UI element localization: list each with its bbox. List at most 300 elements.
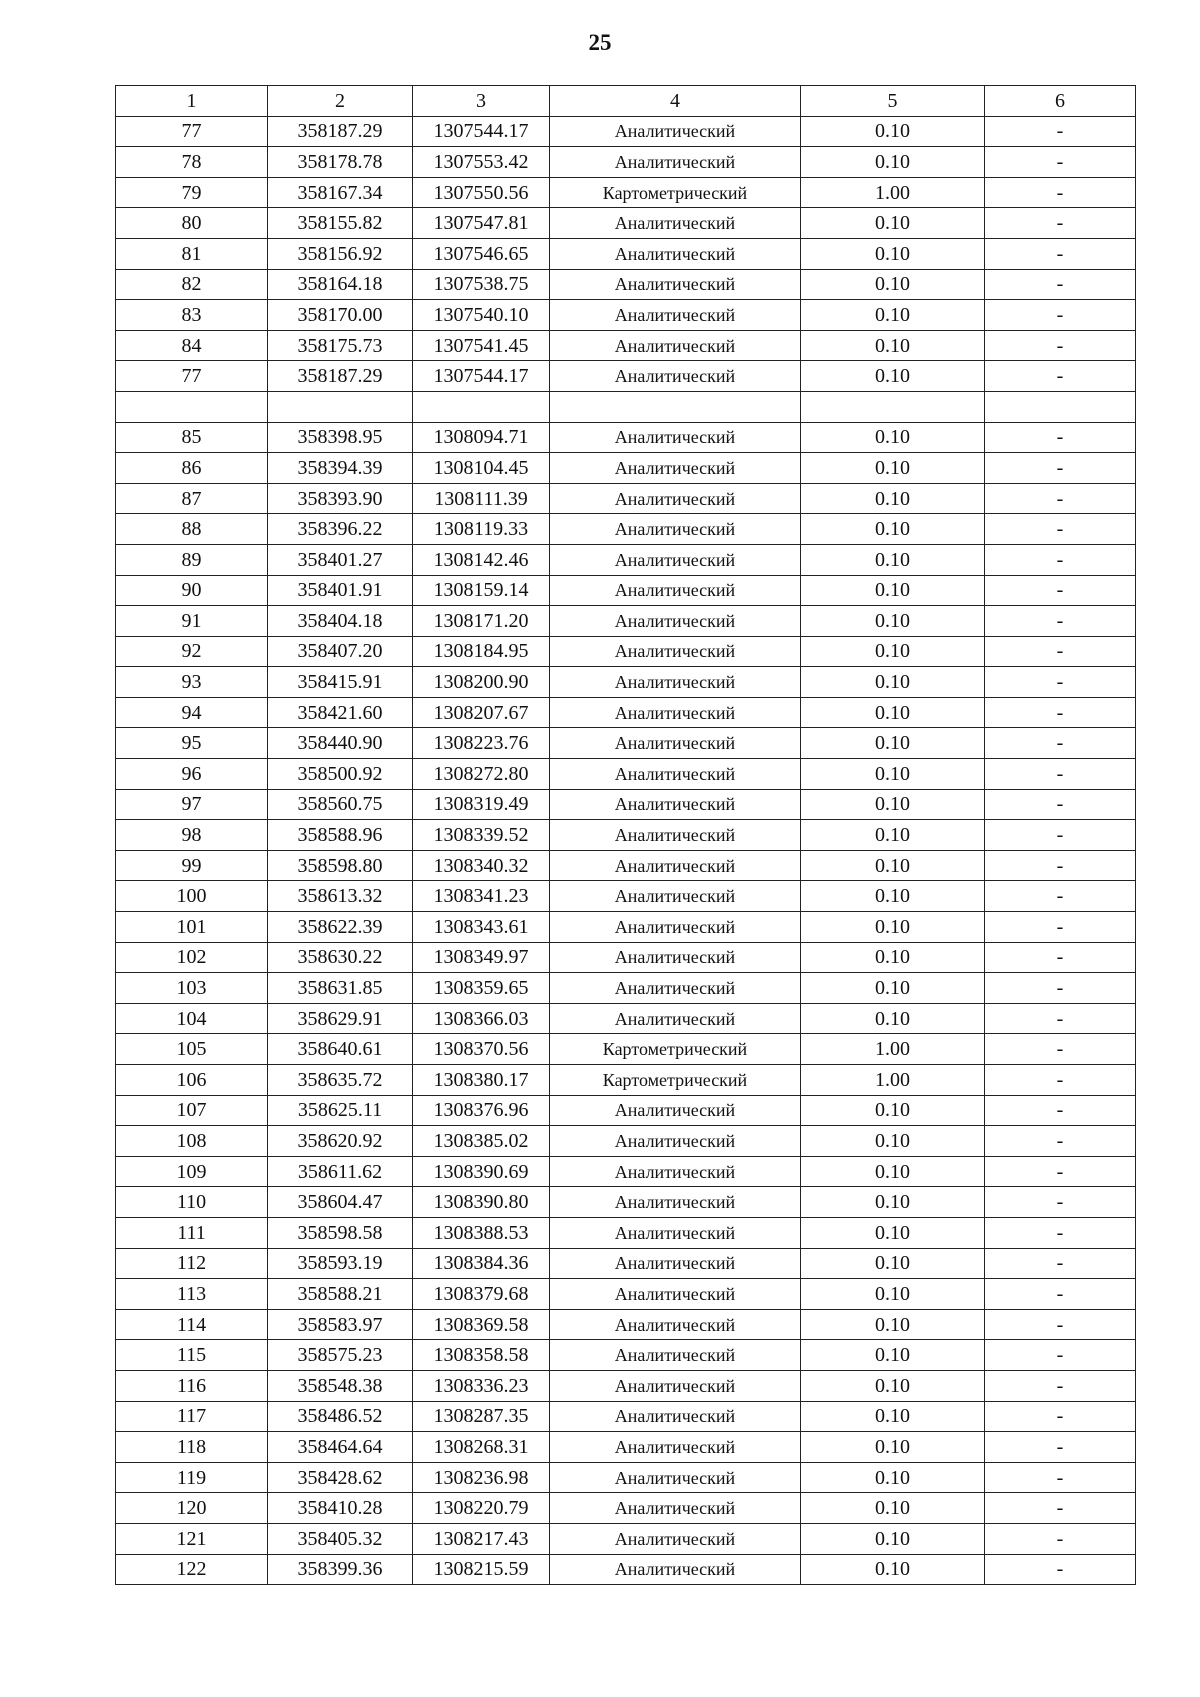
table-row [116, 1401, 1136, 1432]
table-row [116, 1156, 1136, 1187]
table-row [116, 1432, 1136, 1463]
note-cell: - [985, 483, 1136, 514]
x-coordinate-cell: 358631.85 [268, 973, 413, 1004]
x-coordinate-cell: 358464.64 [268, 1432, 413, 1463]
y-coordinate-cell: 1308142.46 [413, 544, 550, 575]
x-coordinate-cell: 358155.82 [268, 208, 413, 239]
method-cell: Аналитический [550, 453, 801, 484]
method-cell: Аналитический [550, 1370, 801, 1401]
note-cell: - [985, 1309, 1136, 1340]
accuracy-cell: 0.10 [801, 269, 985, 300]
accuracy-cell: 0.10 [801, 606, 985, 637]
x-coordinate-cell: 358588.96 [268, 820, 413, 851]
note-cell: - [985, 1217, 1136, 1248]
point-number-cell: 108 [116, 1126, 268, 1157]
note-cell: - [985, 667, 1136, 698]
table-row [116, 1493, 1136, 1524]
table-row [116, 973, 1136, 1004]
accuracy-cell: 0.10 [801, 759, 985, 790]
note-cell [985, 391, 1136, 422]
x-coordinate-cell: 358500.92 [268, 759, 413, 790]
point-number-cell: 78 [116, 147, 268, 178]
y-coordinate-cell: 1308220.79 [413, 1493, 550, 1524]
point-number-cell: 92 [116, 636, 268, 667]
table-row [116, 544, 1136, 575]
table-row [116, 1003, 1136, 1034]
note-cell: - [985, 1248, 1136, 1279]
note-cell: - [985, 1554, 1136, 1585]
method-cell: Аналитический [550, 1462, 801, 1493]
y-coordinate-cell: 1308319.49 [413, 789, 550, 820]
method-cell: Аналитический [550, 147, 801, 178]
y-coordinate-cell: 1308215.59 [413, 1554, 550, 1585]
note-cell: - [985, 1003, 1136, 1034]
accuracy-cell: 1.00 [801, 1034, 985, 1065]
x-coordinate-cell: 358593.19 [268, 1248, 413, 1279]
y-coordinate-cell: 1308380.17 [413, 1065, 550, 1096]
table-row [116, 514, 1136, 545]
accuracy-cell: 0.10 [801, 1003, 985, 1034]
y-coordinate-cell: 1308359.65 [413, 973, 550, 1004]
accuracy-cell [801, 391, 985, 422]
note-cell: - [985, 1523, 1136, 1554]
table-row [116, 361, 1136, 392]
y-coordinate-cell: 1308184.95 [413, 636, 550, 667]
note-cell: - [985, 514, 1136, 545]
method-cell: Аналитический [550, 697, 801, 728]
table-row [116, 422, 1136, 453]
method-cell: Аналитический [550, 1523, 801, 1554]
y-coordinate-cell: 1308236.98 [413, 1462, 550, 1493]
point-number-cell: 119 [116, 1462, 268, 1493]
point-number-cell: 100 [116, 881, 268, 912]
table-row [116, 1340, 1136, 1371]
y-coordinate-cell: 1308379.68 [413, 1279, 550, 1310]
point-number-cell: 114 [116, 1309, 268, 1340]
table-row [116, 208, 1136, 239]
x-coordinate-cell: 358440.90 [268, 728, 413, 759]
accuracy-cell: 0.10 [801, 1401, 985, 1432]
method-cell: Аналитический [550, 606, 801, 637]
method-cell: Аналитический [550, 1003, 801, 1034]
method-cell: Аналитический [550, 728, 801, 759]
method-cell: Картометрический [550, 177, 801, 208]
accuracy-cell: 0.10 [801, 942, 985, 973]
x-coordinate-cell: 358640.61 [268, 1034, 413, 1065]
note-cell: - [985, 881, 1136, 912]
method-cell: Аналитический [550, 544, 801, 575]
method-cell: Аналитический [550, 1217, 801, 1248]
point-number-cell: 96 [116, 759, 268, 790]
method-cell: Аналитический [550, 1095, 801, 1126]
y-coordinate-cell: 1307553.42 [413, 147, 550, 178]
point-number-cell: 89 [116, 544, 268, 575]
x-coordinate-cell: 358583.97 [268, 1309, 413, 1340]
column-header: 4 [550, 86, 801, 117]
x-coordinate-cell: 358401.91 [268, 575, 413, 606]
x-coordinate-cell: 358393.90 [268, 483, 413, 514]
accuracy-cell: 0.10 [801, 1279, 985, 1310]
table-row [116, 820, 1136, 851]
method-cell: Аналитический [550, 422, 801, 453]
note-cell: - [985, 942, 1136, 973]
point-number-cell: 87 [116, 483, 268, 514]
note-cell: - [985, 728, 1136, 759]
method-cell: Аналитический [550, 636, 801, 667]
point-number-cell: 79 [116, 177, 268, 208]
y-coordinate-cell: 1307546.65 [413, 238, 550, 269]
note-cell: - [985, 300, 1136, 331]
method-cell: Аналитический [550, 942, 801, 973]
accuracy-cell: 0.10 [801, 1309, 985, 1340]
note-cell: - [985, 238, 1136, 269]
y-coordinate-cell: 1308111.39 [413, 483, 550, 514]
accuracy-cell: 0.10 [801, 1156, 985, 1187]
point-number-cell: 80 [116, 208, 268, 239]
point-number-cell: 81 [116, 238, 268, 269]
method-cell: Аналитический [550, 300, 801, 331]
x-coordinate-cell: 358164.18 [268, 269, 413, 300]
table-row [116, 1279, 1136, 1310]
table-row [116, 697, 1136, 728]
note-cell: - [985, 850, 1136, 881]
method-cell: Аналитический [550, 514, 801, 545]
y-coordinate-cell: 1308339.52 [413, 820, 550, 851]
table-row [116, 1065, 1136, 1096]
accuracy-cell: 0.10 [801, 361, 985, 392]
note-cell: - [985, 789, 1136, 820]
y-coordinate-cell: 1308159.14 [413, 575, 550, 606]
x-coordinate-cell: 358175.73 [268, 330, 413, 361]
table-row [116, 759, 1136, 790]
note-cell: - [985, 1401, 1136, 1432]
point-number-cell: 104 [116, 1003, 268, 1034]
y-coordinate-cell [413, 391, 550, 422]
column-header: 5 [801, 86, 985, 117]
y-coordinate-cell: 1308200.90 [413, 667, 550, 698]
note-cell: - [985, 1340, 1136, 1371]
point-number-cell: 94 [116, 697, 268, 728]
y-coordinate-cell: 1308217.43 [413, 1523, 550, 1554]
point-number-cell: 113 [116, 1279, 268, 1310]
y-coordinate-cell: 1308390.80 [413, 1187, 550, 1218]
method-cell: Аналитический [550, 1187, 801, 1218]
x-coordinate-cell: 358396.22 [268, 514, 413, 545]
method-cell: Аналитический [550, 973, 801, 1004]
note-cell: - [985, 606, 1136, 637]
method-cell: Аналитический [550, 850, 801, 881]
note-cell: - [985, 453, 1136, 484]
table-row [116, 575, 1136, 606]
point-number-cell: 117 [116, 1401, 268, 1432]
method-cell: Аналитический [550, 881, 801, 912]
point-number-cell: 91 [116, 606, 268, 637]
note-cell: - [985, 330, 1136, 361]
method-cell: Аналитический [550, 1432, 801, 1463]
table-row [116, 1187, 1136, 1218]
accuracy-cell: 0.10 [801, 1217, 985, 1248]
note-cell: - [985, 147, 1136, 178]
method-cell: Аналитический [550, 330, 801, 361]
x-coordinate-cell: 358415.91 [268, 667, 413, 698]
point-number-cell: 106 [116, 1065, 268, 1096]
method-cell: Аналитический [550, 789, 801, 820]
accuracy-cell: 0.10 [801, 820, 985, 851]
x-coordinate-cell: 358575.23 [268, 1340, 413, 1371]
accuracy-cell: 0.10 [801, 1432, 985, 1463]
table-row [116, 1462, 1136, 1493]
y-coordinate-cell: 1308341.23 [413, 881, 550, 912]
accuracy-cell: 0.10 [801, 850, 985, 881]
point-number-cell: 85 [116, 422, 268, 453]
x-coordinate-cell: 358398.95 [268, 422, 413, 453]
point-number-cell: 118 [116, 1432, 268, 1463]
column-header: 1 [116, 86, 268, 117]
y-coordinate-cell: 1307550.56 [413, 177, 550, 208]
table-row [116, 116, 1136, 147]
note-cell: - [985, 208, 1136, 239]
point-number-cell: 115 [116, 1340, 268, 1371]
table-row [116, 238, 1136, 269]
table-row [116, 912, 1136, 943]
accuracy-cell: 0.10 [801, 667, 985, 698]
x-coordinate-cell: 358178.78 [268, 147, 413, 178]
accuracy-cell: 0.10 [801, 1095, 985, 1126]
note-cell: - [985, 1462, 1136, 1493]
column-header: 6 [985, 86, 1136, 117]
y-coordinate-cell: 1308119.33 [413, 514, 550, 545]
method-cell: Аналитический [550, 820, 801, 851]
y-coordinate-cell: 1307544.17 [413, 116, 550, 147]
accuracy-cell: 0.10 [801, 1554, 985, 1585]
y-coordinate-cell: 1308287.35 [413, 1401, 550, 1432]
table-row [116, 1554, 1136, 1585]
accuracy-cell: 0.10 [801, 238, 985, 269]
accuracy-cell: 0.10 [801, 300, 985, 331]
point-number-cell: 116 [116, 1370, 268, 1401]
table-body [116, 86, 1136, 1585]
point-number-cell: 111 [116, 1217, 268, 1248]
x-coordinate-cell: 358404.18 [268, 606, 413, 637]
x-coordinate-cell: 358167.34 [268, 177, 413, 208]
column-header: 2 [268, 86, 413, 117]
table-header-row [116, 86, 1136, 117]
y-coordinate-cell: 1307544.17 [413, 361, 550, 392]
note-cell: - [985, 1432, 1136, 1463]
y-coordinate-cell: 1308268.31 [413, 1432, 550, 1463]
note-cell: - [985, 269, 1136, 300]
accuracy-cell: 0.10 [801, 636, 985, 667]
x-coordinate-cell: 358635.72 [268, 1065, 413, 1096]
x-coordinate-cell [268, 391, 413, 422]
method-cell: Аналитический [550, 1126, 801, 1157]
y-coordinate-cell: 1308388.53 [413, 1217, 550, 1248]
x-coordinate-cell: 358486.52 [268, 1401, 413, 1432]
point-number-cell: 77 [116, 361, 268, 392]
table-row [116, 881, 1136, 912]
accuracy-cell: 0.10 [801, 147, 985, 178]
method-cell: Картометрический [550, 1065, 801, 1096]
note-cell: - [985, 697, 1136, 728]
point-number-cell: 77 [116, 116, 268, 147]
note-cell: - [985, 1095, 1136, 1126]
method-cell: Аналитический [550, 1554, 801, 1585]
x-coordinate-cell: 358611.62 [268, 1156, 413, 1187]
table-row [116, 483, 1136, 514]
point-number-cell: 120 [116, 1493, 268, 1524]
accuracy-cell: 0.10 [801, 453, 985, 484]
method-cell: Аналитический [550, 1248, 801, 1279]
method-cell: Аналитический [550, 575, 801, 606]
method-cell: Аналитический [550, 1309, 801, 1340]
x-coordinate-cell: 358560.75 [268, 789, 413, 820]
method-cell: Аналитический [550, 238, 801, 269]
y-coordinate-cell: 1308343.61 [413, 912, 550, 943]
accuracy-cell: 0.10 [801, 514, 985, 545]
table-row [116, 1126, 1136, 1157]
table-row [116, 330, 1136, 361]
accuracy-cell: 0.10 [801, 1340, 985, 1371]
note-cell: - [985, 1126, 1136, 1157]
point-number-cell: 93 [116, 667, 268, 698]
note-cell: - [985, 361, 1136, 392]
table-row [116, 391, 1136, 422]
y-coordinate-cell: 1307541.45 [413, 330, 550, 361]
point-number-cell [116, 391, 268, 422]
y-coordinate-cell: 1308369.58 [413, 1309, 550, 1340]
note-cell: - [985, 1065, 1136, 1096]
y-coordinate-cell: 1308171.20 [413, 606, 550, 637]
point-number-cell: 110 [116, 1187, 268, 1218]
method-cell: Аналитический [550, 361, 801, 392]
note-cell: - [985, 1370, 1136, 1401]
table-row [116, 1248, 1136, 1279]
note-cell: - [985, 177, 1136, 208]
x-coordinate-cell: 358548.38 [268, 1370, 413, 1401]
accuracy-cell: 1.00 [801, 177, 985, 208]
x-coordinate-cell: 358620.92 [268, 1126, 413, 1157]
y-coordinate-cell: 1308376.96 [413, 1095, 550, 1126]
y-coordinate-cell: 1308370.56 [413, 1034, 550, 1065]
method-cell: Аналитический [550, 1493, 801, 1524]
method-cell: Аналитический [550, 1401, 801, 1432]
point-number-cell: 90 [116, 575, 268, 606]
note-cell: - [985, 544, 1136, 575]
note-cell: - [985, 759, 1136, 790]
table-row [116, 1217, 1136, 1248]
note-cell: - [985, 1279, 1136, 1310]
x-coordinate-cell: 358401.27 [268, 544, 413, 575]
column-header: 3 [413, 86, 550, 117]
x-coordinate-cell: 358625.11 [268, 1095, 413, 1126]
point-number-cell: 107 [116, 1095, 268, 1126]
point-number-cell: 99 [116, 850, 268, 881]
accuracy-cell: 0.10 [801, 697, 985, 728]
point-number-cell: 83 [116, 300, 268, 331]
note-cell: - [985, 973, 1136, 1004]
y-coordinate-cell: 1308349.97 [413, 942, 550, 973]
accuracy-cell: 0.10 [801, 1462, 985, 1493]
point-number-cell: 101 [116, 912, 268, 943]
method-cell: Аналитический [550, 116, 801, 147]
table-row [116, 636, 1136, 667]
point-number-cell: 98 [116, 820, 268, 851]
x-coordinate-cell: 358399.36 [268, 1554, 413, 1585]
method-cell: Аналитический [550, 208, 801, 239]
point-number-cell: 97 [116, 789, 268, 820]
accuracy-cell: 0.10 [801, 1248, 985, 1279]
y-coordinate-cell: 1308094.71 [413, 422, 550, 453]
method-cell: Аналитический [550, 1279, 801, 1310]
method-cell: Аналитический [550, 483, 801, 514]
accuracy-cell: 0.10 [801, 1187, 985, 1218]
point-number-cell: 82 [116, 269, 268, 300]
note-cell: - [985, 575, 1136, 606]
table-row [116, 942, 1136, 973]
y-coordinate-cell: 1308384.36 [413, 1248, 550, 1279]
y-coordinate-cell: 1308104.45 [413, 453, 550, 484]
x-coordinate-cell: 358622.39 [268, 912, 413, 943]
x-coordinate-cell: 358598.80 [268, 850, 413, 881]
table-row [116, 1095, 1136, 1126]
y-coordinate-cell: 1307547.81 [413, 208, 550, 239]
page-number: 25 [588, 30, 612, 55]
x-coordinate-cell: 358598.58 [268, 1217, 413, 1248]
accuracy-cell: 0.10 [801, 422, 985, 453]
y-coordinate-cell: 1308366.03 [413, 1003, 550, 1034]
y-coordinate-cell: 1308390.69 [413, 1156, 550, 1187]
y-coordinate-cell: 1308272.80 [413, 759, 550, 790]
accuracy-cell: 0.10 [801, 544, 985, 575]
accuracy-cell: 0.10 [801, 1493, 985, 1524]
y-coordinate-cell: 1308385.02 [413, 1126, 550, 1157]
table-row [116, 728, 1136, 759]
point-number-cell: 112 [116, 1248, 268, 1279]
note-cell: - [985, 1187, 1136, 1218]
y-coordinate-cell: 1308223.76 [413, 728, 550, 759]
x-coordinate-cell: 358428.62 [268, 1462, 413, 1493]
table-row [116, 177, 1136, 208]
x-coordinate-cell: 358407.20 [268, 636, 413, 667]
x-coordinate-cell: 358405.32 [268, 1523, 413, 1554]
accuracy-cell: 0.10 [801, 116, 985, 147]
point-number-cell: 86 [116, 453, 268, 484]
table-row [116, 1309, 1136, 1340]
note-cell: - [985, 1156, 1136, 1187]
point-number-cell: 109 [116, 1156, 268, 1187]
table-row [116, 147, 1136, 178]
accuracy-cell: 0.10 [801, 483, 985, 514]
x-coordinate-cell: 358629.91 [268, 1003, 413, 1034]
table-row [116, 850, 1136, 881]
accuracy-cell: 1.00 [801, 1065, 985, 1096]
point-number-cell: 88 [116, 514, 268, 545]
note-cell: - [985, 422, 1136, 453]
accuracy-cell: 0.10 [801, 208, 985, 239]
point-number-cell: 103 [116, 973, 268, 1004]
coordinates-table [115, 85, 1136, 1585]
x-coordinate-cell: 358187.29 [268, 361, 413, 392]
y-coordinate-cell: 1308207.67 [413, 697, 550, 728]
accuracy-cell: 0.10 [801, 1370, 985, 1401]
x-coordinate-cell: 358604.47 [268, 1187, 413, 1218]
y-coordinate-cell: 1308340.32 [413, 850, 550, 881]
accuracy-cell: 0.10 [801, 973, 985, 1004]
note-cell: - [985, 636, 1136, 667]
method-cell: Аналитический [550, 269, 801, 300]
x-coordinate-cell: 358410.28 [268, 1493, 413, 1524]
x-coordinate-cell: 358394.39 [268, 453, 413, 484]
